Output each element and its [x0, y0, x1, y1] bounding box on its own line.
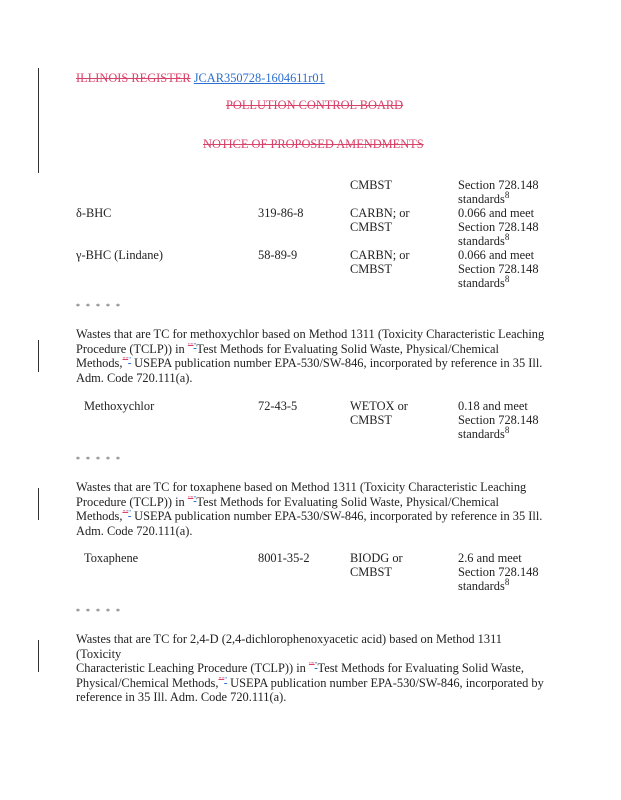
table-cell-standard: 0.18 and meet — [458, 399, 528, 413]
paragraph-toxaphene: Wastes that are TC for toxaphene based on Method 1311 (Toxicity Characteristic Leaching Procedure (TCLP)) in """Test Methods for Evaluating Solid Waste, Physical/Chemical Methods,""" USEPA publication number EPA-530/SW-846, incorporated by reference in 35 Ill. Adm. Code 720.111(a). — [76, 480, 543, 538]
table-cell-method: WETOX or — [350, 399, 408, 413]
paragraph-methoxychlor: Wastes that are TC for methoxychlor based on Method 1311 (Toxicity Characteristic Leaching Procedure (TCLP)) in """Test Methods for Evaluating Solid Waste, Physical/Chemical Methods,""" USEPA publication number EPA-530/SW-846, incorporated by reference in 35 Ill. Adm. Code 720.111(a). — [76, 327, 545, 385]
board-title: POLLUTION CONTROL BOARD — [226, 98, 404, 112]
register-inserted-text: JCAR350728-1604611r01 — [193, 71, 325, 85]
register-struck-text: ILLINOIS REGISTER — [76, 71, 191, 85]
cas-number: 319-86-8 — [258, 206, 304, 220]
table-cell-standard: 0.066 and meet — [458, 248, 535, 262]
paragraph-2-4-d: Wastes that are TC for 2,4-D (2,4-dichlorophenoxyacetic acid) based on Method 1311 (Toxicity Characteristic Leaching Procedure (TCLP)) in """Test Methods for Evaluating Solid Waste, Physical/Chemical Methods,""" USEPA publication number EPA-530/SW-846, incorporated by reference in 35 Ill. Adm. Code 720.111(a). — [76, 632, 544, 705]
change-bar — [38, 340, 39, 372]
constituent-name: γ-BHC (Lindane) — [76, 248, 164, 262]
table-cell-method: CMBST — [350, 262, 393, 276]
omission-marker: * * * * * — [76, 455, 122, 464]
table-row — [76, 206, 111, 220]
table-cell-standard: Section 728.148 — [458, 178, 539, 192]
table-cell-method: CMBST — [350, 413, 393, 427]
table-cell-standard: Section 728.148 — [458, 565, 539, 579]
table-cell-standard: Section 728.148 — [458, 220, 539, 234]
table-cell-standard: standards$^8$ — [458, 189, 510, 206]
table-cell-standard: Section 728.148 — [458, 413, 539, 427]
table-cell-standard: Section 728.148 — [458, 262, 539, 276]
table-row — [76, 248, 163, 262]
constituent-name: Methoxychlor — [84, 399, 155, 413]
cas-number: 8001-35-2 — [258, 551, 310, 565]
table-cell-standard: standards$^8$ — [458, 273, 510, 290]
cas-number: 72-43-5 — [258, 399, 298, 413]
table-cell-method: CMBST — [350, 220, 393, 234]
table-cell-method: CARBN; or — [350, 206, 410, 220]
table-cell-method: CARBN; or — [350, 248, 410, 262]
omission-marker: * * * * * — [76, 302, 122, 311]
table-cell-standard: standards$^8$ — [458, 424, 510, 441]
change-bar — [38, 640, 39, 672]
table-cell-method: CMBST — [350, 178, 393, 192]
cas-number: 58-89-9 — [258, 248, 298, 262]
register-header — [76, 71, 325, 85]
table-cell-standard: 0.066 and meet — [458, 206, 535, 220]
omission-marker: * * * * * — [76, 607, 122, 616]
table-cell-standard: standards$^8$ — [458, 231, 510, 248]
table-cell-standard: standards$^8$ — [458, 576, 510, 593]
constituent-name: Toxaphene — [84, 551, 139, 565]
constituent-name: δ-BHC — [76, 206, 112, 220]
notice-title: NOTICE OF PROPOSED AMENDMENTS — [203, 137, 424, 151]
table-cell-method: BIODG or — [350, 551, 403, 565]
table-cell-standard: 2.6 and meet — [458, 551, 522, 565]
table-cell-method: CMBST — [350, 565, 393, 579]
change-bar — [38, 68, 39, 173]
change-bar — [38, 488, 39, 520]
